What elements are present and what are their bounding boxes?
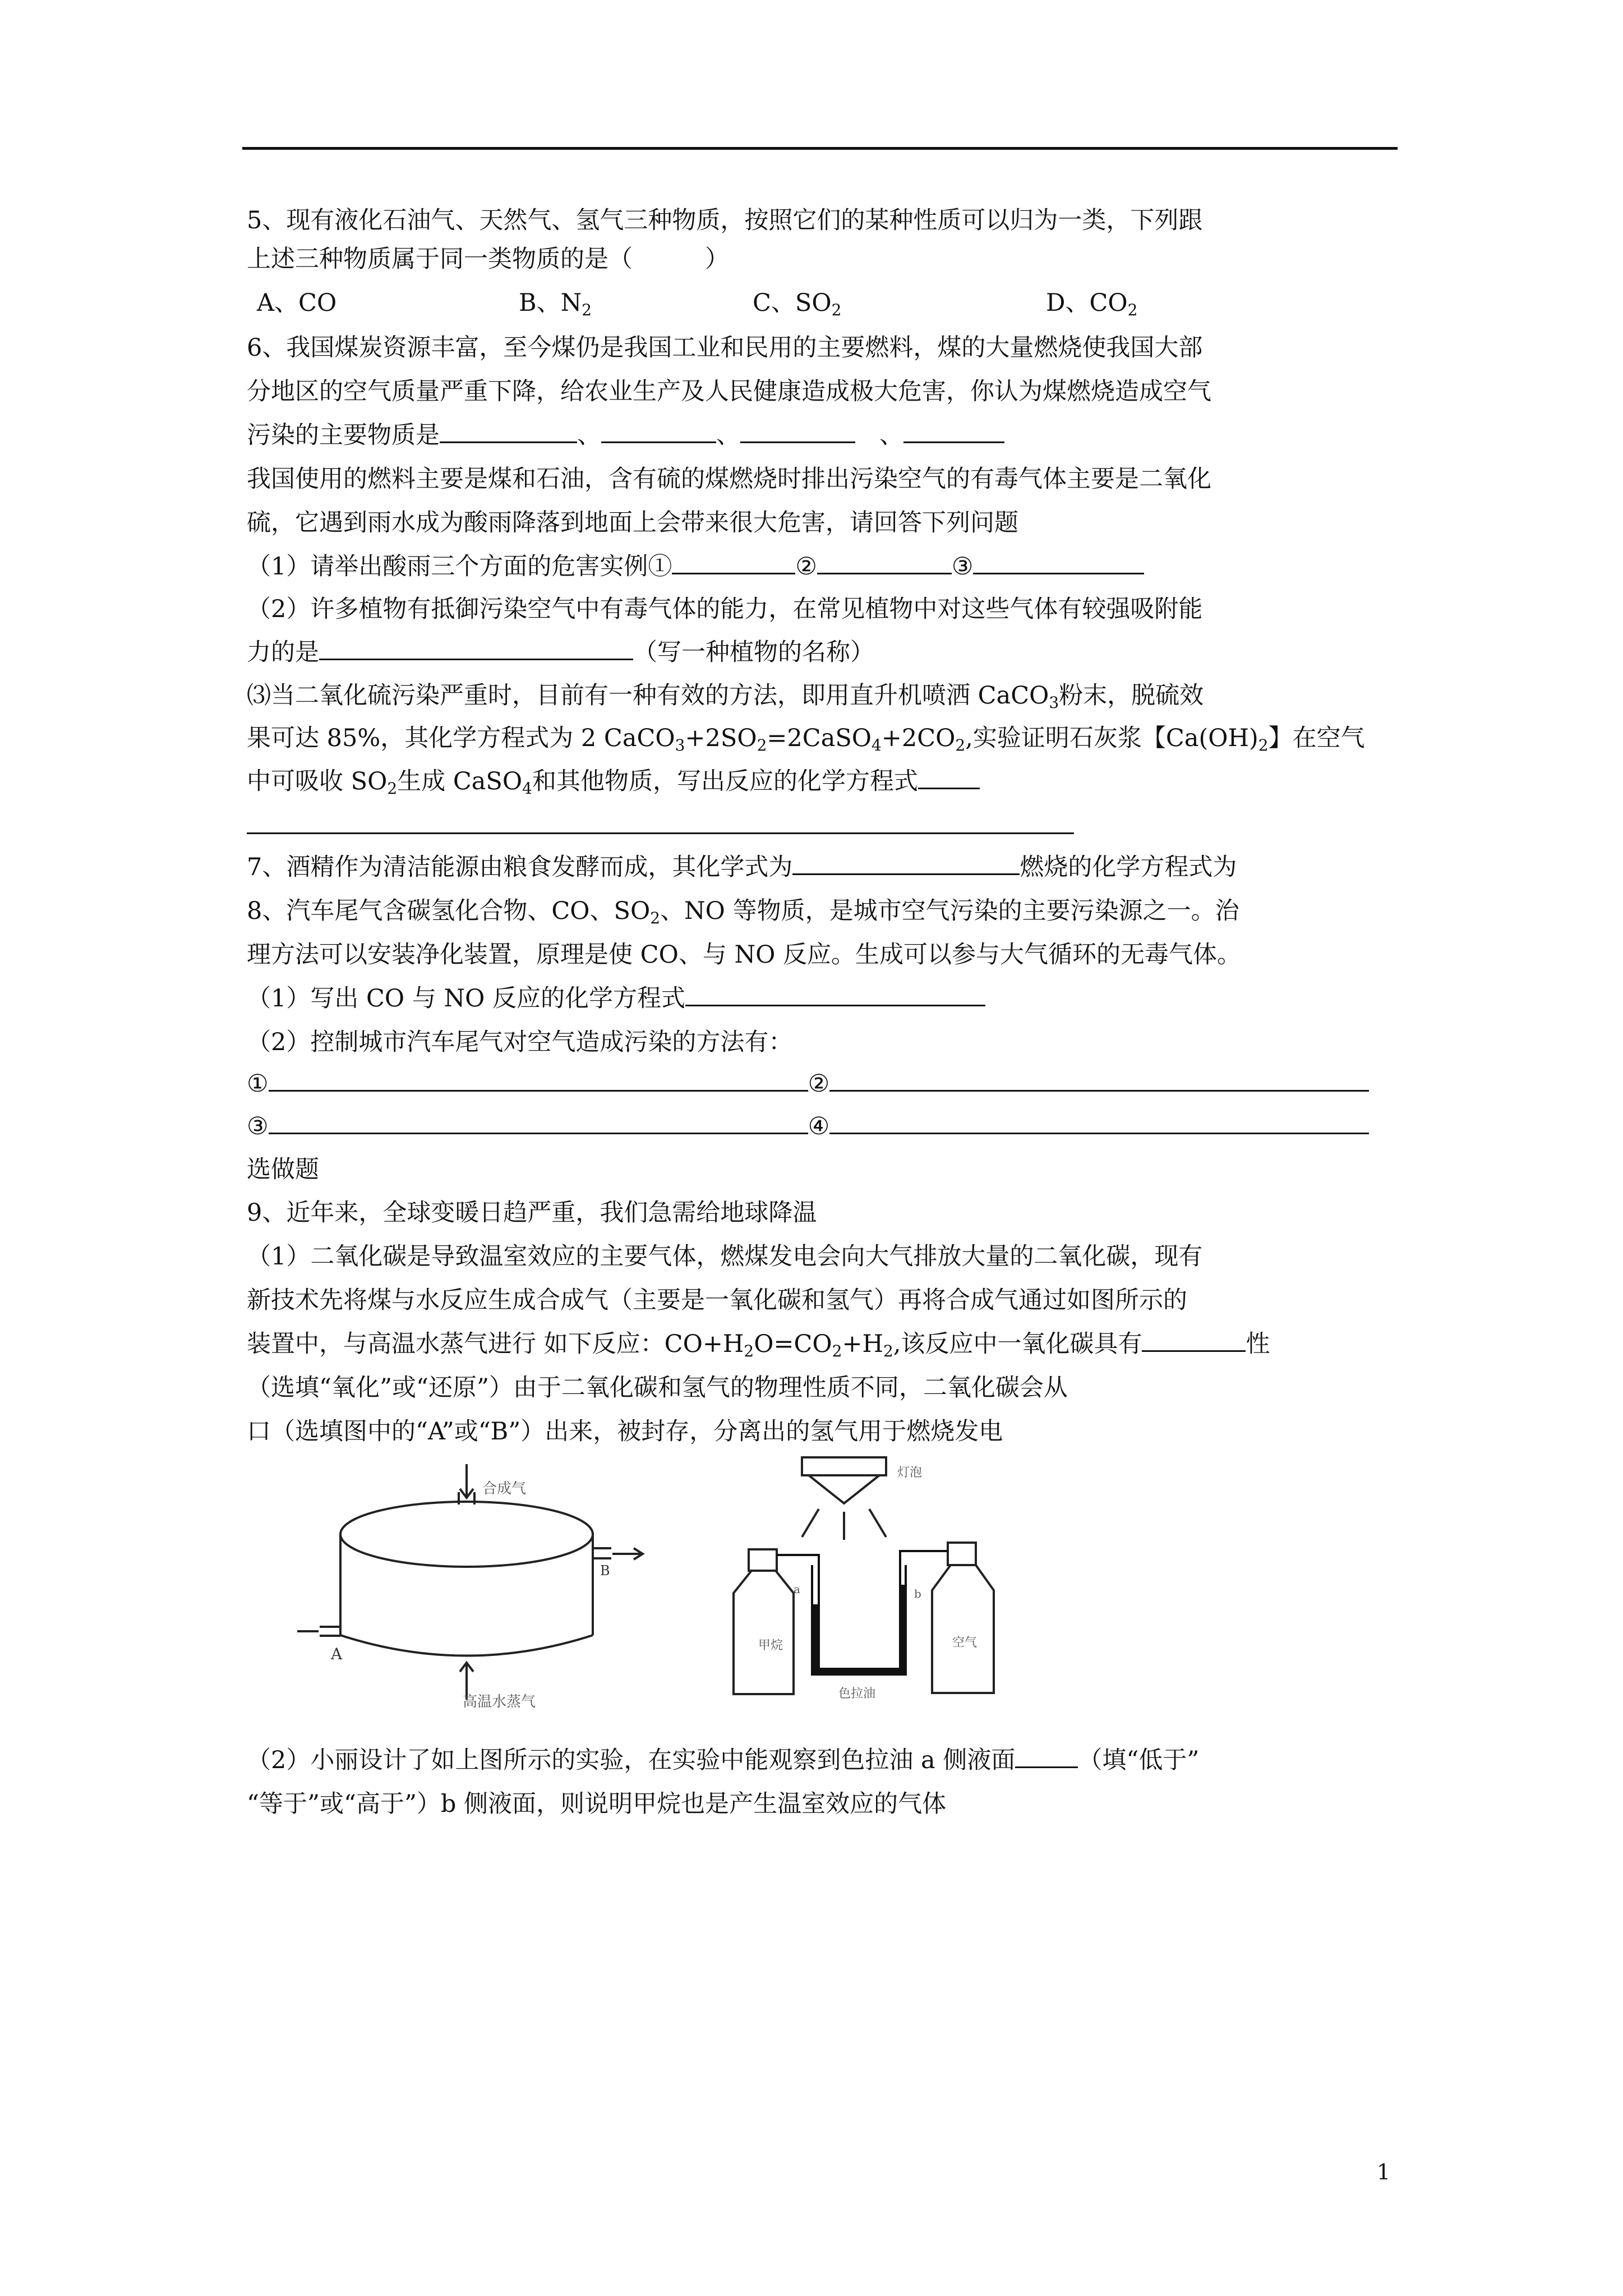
q6-part-1: （1）请举出酸雨三个方面的危害实例① ② ③ bbox=[247, 550, 1144, 583]
answer-line[interactable] bbox=[247, 832, 1074, 834]
q6-part-3-line-1: ⑶当二氧化硫污染严重时，目前有一种有效的方法，即用直升机喷洒 CaCO$_3$粉末，脱硫效 bbox=[247, 682, 1204, 712]
lamp-icon bbox=[802, 1457, 886, 1540]
u-tube-icon bbox=[777, 1551, 948, 1674]
answer-blank[interactable] bbox=[269, 1110, 808, 1134]
q8-part-2: （2）控制城市汽车尾气对空气造成污染的方法有： bbox=[247, 1028, 793, 1056]
q8-methods-row-2: ③ ④ bbox=[247, 1110, 1369, 1143]
q8-part-1: （1）写出 CO 与 NO 反应的化学方程式 bbox=[247, 982, 985, 1015]
answer-blank[interactable] bbox=[269, 1068, 808, 1092]
q9-part-2-line-1: （2）小丽设计了如上图所示的实验，在实验中能观察到色拉油 a 侧液面 （填“低于” bbox=[247, 1743, 1199, 1777]
q9-part-1-line-4: （选填“氧化”或“还原”）由于二氧化碳和氢气的物理性质不同，二氧化碳会从 bbox=[247, 1374, 1068, 1402]
q9-part-1-line-1: （1）二氧化碳是导致温室效应的主要气体，燃煤发电会向大气排放大量的二氧化碳，现有 bbox=[247, 1243, 1203, 1271]
answer-blank[interactable] bbox=[685, 982, 985, 1006]
fig1-bottom-label: 高温水蒸气 bbox=[463, 1694, 536, 1710]
q5-options bbox=[247, 286, 1396, 320]
q6-part-3-line-3: 中可吸收 $SO_2$生成 CaSO$_4$和其他物质，写出反应的化学方程式 bbox=[247, 765, 980, 798]
fig2-oil-label: 色拉油 bbox=[838, 1687, 876, 1701]
q6-line-3: 污染的主要物质是 、 、 、 bbox=[247, 418, 1004, 452]
q8-methods-row-1: ① ② bbox=[247, 1067, 1369, 1101]
q9-part-1-line-3: 装置中，与高温水蒸气进行 如下反应：$CO+H_2O=CO_2+H_2$,该反应中一氧化碳具有 性 bbox=[247, 1327, 1270, 1361]
answer-blank[interactable] bbox=[672, 550, 795, 574]
q5-option-a: A、CO bbox=[257, 289, 337, 317]
q6-line-4: 我国使用的燃料主要是煤和石油，含有硫的煤燃烧时排出污染空气的有毒气体主要是二氧化 bbox=[247, 465, 1211, 493]
q6-part-2-line-1: （2）许多植物有抵御污染空气中有毒气体的能力，在常见植物中对这些气体有较强吸附能 bbox=[247, 595, 1203, 623]
experiment-figures bbox=[331, 1464, 1189, 1711]
q5-option-c: C、$SO_2$ bbox=[753, 289, 842, 319]
fig2-left-bottle-label: 甲烷 bbox=[758, 1639, 783, 1653]
answer-blank[interactable] bbox=[319, 636, 633, 660]
answer-blank[interactable] bbox=[817, 550, 952, 574]
answer-blank[interactable] bbox=[829, 1068, 1369, 1092]
fig2-lamp-label: 灯泡 bbox=[897, 1466, 923, 1480]
fig2-side-b-label: b bbox=[914, 1587, 921, 1600]
q8-line-1: 8、汽车尾气含碳氢化合物、CO、$SO_2$、NO 等物质，是城市空气污染的主要污染源之一。治 bbox=[247, 897, 1239, 927]
q9-part-2-line-2: “等于”或“高于”）b 侧液面，则说明甲烷也是产生温室效应的气体 bbox=[247, 1790, 947, 1818]
q9-part-1-line-5: 口（选填图中的“A”或“B”）出来，被封存，分离出的氢气用于燃烧发电 bbox=[247, 1418, 1003, 1446]
air-bottle-icon bbox=[932, 1543, 994, 1693]
answer-blank[interactable] bbox=[1015, 1744, 1078, 1768]
q5-option-d: D、$CO_2$ bbox=[1046, 289, 1138, 319]
header-rule bbox=[242, 147, 1398, 150]
fig1-outlet-b-label: B bbox=[600, 1563, 610, 1579]
fig1-top-label: 合成气 bbox=[482, 1480, 527, 1497]
page-number: 1 bbox=[1377, 2160, 1391, 2184]
q8-line-2: 理方法可以安装净化装置，原理是使 CO、与 NO 反应。生成可以参与大气循环的无毒气体。 bbox=[247, 941, 1242, 969]
q5-line-2: 上述三种物质属于同一类物质的是（ ） bbox=[247, 245, 729, 273]
q6-part-2-line-2: 力的是 （写一种植物的名称） bbox=[247, 636, 874, 669]
q9-title: 9、近年来，全球变暖日趋严重，我们急需给地球降温 bbox=[247, 1199, 817, 1227]
q5-line-1: 5、现有液化石油气、天然气、氢气三种物质，按照它们的某种性质可以归为一类，下列跟 bbox=[247, 206, 1203, 234]
answer-blank[interactable] bbox=[973, 550, 1144, 574]
answer-blank[interactable] bbox=[740, 419, 855, 443]
answer-blank[interactable] bbox=[829, 1110, 1369, 1134]
answer-blank[interactable] bbox=[918, 765, 980, 789]
q9-part-1-line-2: 新技术先将煤与水反应生成合成气（主要是一氧化碳和氢气）再将合成气通过如图所示的 bbox=[247, 1286, 1187, 1314]
q5-option-b: B、$N_2$ bbox=[519, 289, 592, 319]
methane-bottle-icon bbox=[734, 1549, 794, 1694]
answer-blank[interactable] bbox=[601, 419, 716, 443]
q6-line-5: 硫，它遇到雨水成为酸雨降落到地面上会带来很大危害，请回答下列问题 bbox=[247, 509, 1018, 537]
fig2-right-bottle-label: 空气 bbox=[952, 1636, 978, 1650]
q6-line-1: 6、我国煤炭资源丰富，至今煤仍是我国工业和民用的主要燃料，煤的大量燃烧使我国大部 bbox=[247, 334, 1203, 362]
answer-blank[interactable] bbox=[1142, 1328, 1246, 1352]
reactor-vessel-figure bbox=[297, 1464, 643, 1700]
q6-part-3-line-2: 果可达 85%，其化学方程式为 2 $CaCO_3+2SO_2=2CaSO_4+2CO_2$,实验证明石灰浆【$Ca(OH)_2$】在空气 bbox=[247, 724, 1365, 754]
fig2-side-a-label: a bbox=[794, 1582, 800, 1596]
answer-blank[interactable] bbox=[903, 419, 1004, 443]
answer-blank[interactable] bbox=[792, 851, 1020, 875]
fig1-outlet-a-label: A bbox=[331, 1645, 343, 1663]
q6-line-2: 分地区的空气质量严重下降，给农业生产及人民健康造成极大危害，你认为煤燃烧造成空气 bbox=[247, 378, 1211, 406]
answer-blank[interactable] bbox=[440, 419, 577, 443]
q7-line: 7、酒精作为清洁能源由粮食发酵而成，其化学式为 燃烧的化学方程式为 bbox=[247, 850, 1237, 884]
optional-section-label: 选做题 bbox=[247, 1156, 319, 1184]
